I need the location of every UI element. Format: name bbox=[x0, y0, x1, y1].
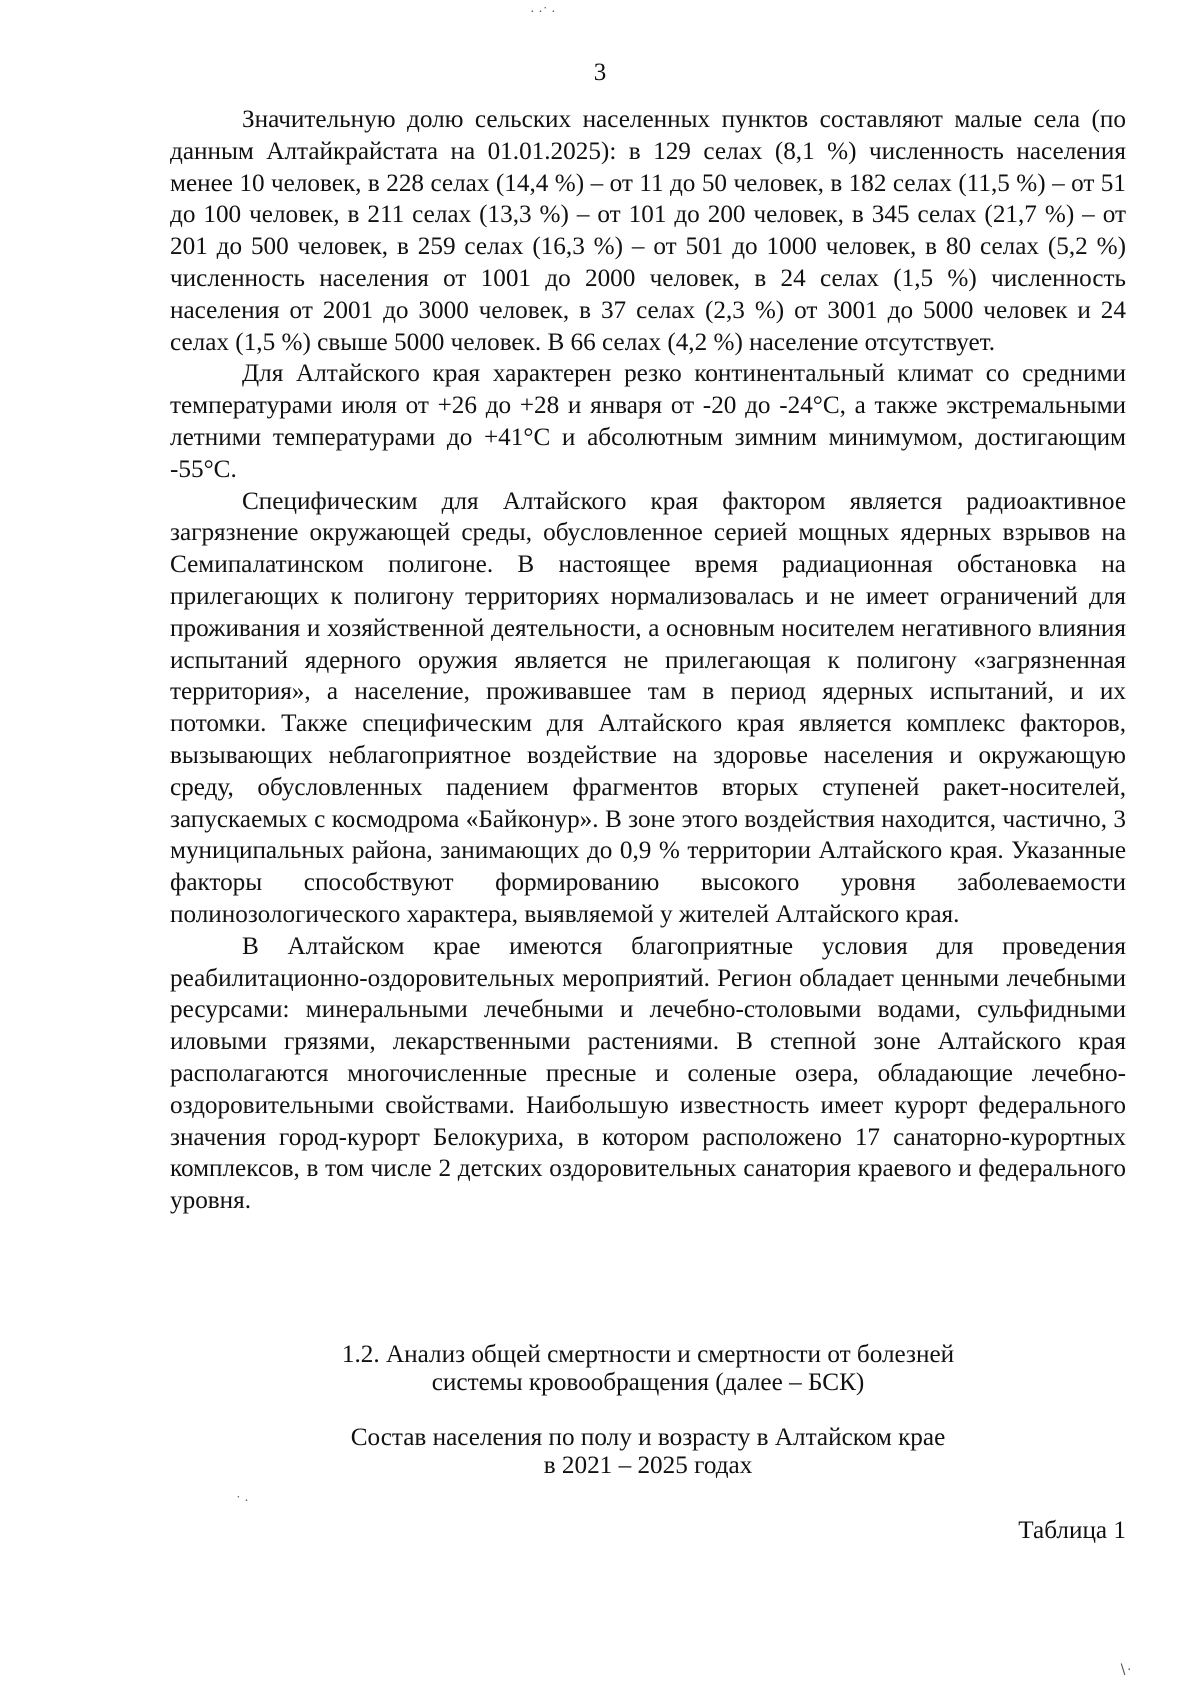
scan-speck-top: · ·˙ · bbox=[530, 5, 556, 20]
section-heading-line-1: 1.2. Анализ общей смертности и смертности от болезней bbox=[341, 1341, 955, 1368]
page-number: 3 bbox=[593, 59, 607, 86]
paragraph-radiation-factors: Специфическим для Алтайского края фактором является радиоактивное загрязнение окружающей среды, обусловленное серией мощных ядерных взрывов на Семипалатинском полигоне. В настоящее время радиационная обстановка на прилегающих к полигону территориях нормализовалась и не имеет ограничений для проживания и хозяйственной деятельности, а основным носителем негативного влияния испытаний ядерного оружия является не прилегающая к полигону «загрязненная территория», а население, проживавшее там в период ядерных испытаний, и их потомки. Также специфическим для Алтайского края является комплекс факторов, вызывающих неблагоприятное воздействие на здоровье населения и окружающую среду, обусловленных падением фрагментов вторых ступеней ракет-носителей, запускаемых с космодрома «Байконур». В зоне этого воздействия находится, частично, 3 муниципальных района, занимающих до 0,9 % территории Алтайского края. Указанные факторы способствуют формированию высокого уровня заболеваемости полинозологического характера, выявляемой у жителей Алтайского края. bbox=[170, 487, 1126, 928]
section-heading-line-2: системы кровообращения (далее – БСК) bbox=[431, 1369, 865, 1396]
paragraph-small-villages: Значительную долю сельских населенных пунктов составляют малые села (по данным Алтайкрайстата на 01.01.2025): в 129 селах (8,1 %) численность населения менее 10 человек, в 228 селах (14,4 %) – от 11 до 50 человек, в 182 селах (11,5 %) – от 51 до 100 человек, в 211 селах (13,3 %) – от 101 до 200 человек, в 345 селах (21,7 %) – от 201 до 500 человек, в 259 селах (16,3 %) – от 501 до 1000 человек, в 80 селах (5,2 %) численность населения от 1001 до 2000 человек, в 24 селах (1,5 %) численность населения от 2001 до 3000 человек, в 37 селах (2,3 %) от 3001 до 5000 человек и 24 селах (1,5 %) свыше 5000 человек. В 66 селах (4,2 %) население отсутствует. bbox=[170, 106, 1126, 356]
table-title bbox=[170, 1424, 1126, 1480]
scan-speck-bottom: ∖· bbox=[1118, 1663, 1132, 1678]
section-heading bbox=[170, 1341, 1126, 1397]
table-title-line-1: Состав населения по полу и возрасту в Алтайском крае bbox=[350, 1424, 946, 1451]
scan-speck-left: ˙ · bbox=[236, 1494, 249, 1509]
table-label: Таблица 1 bbox=[1018, 1517, 1126, 1544]
paragraph-rehabilitation-resources: В Алтайском крае имеются благоприятные условия для проведения реабилитационно-оздоровительных мероприятий. Регион обладает ценными лечебными ресурсами: минеральными лечебными и лечебно-столовыми водами, сульфидными иловыми грязями, лекарственными растениями. В степной зоне Алтайского края располагаются многочисленные пресные и соленые озера, обладающие лечебно-оздоровительными свойствами. Наибольшую известность имеет курорт федерального значения город-курорт Белокуриха, в котором расположено 17 санаторно-курортных комплексов, в том числе 2 детских оздоровительных санатория краевого и федерального уровня. bbox=[170, 932, 1126, 1215]
paragraph-climate: Для Алтайского края характерен резко континентальный климат со средними температурами июля от +26 до +28 и января от -20 до -24°С, а также экстремальными летними температурами до +41°С и абсолютным зимним минимумом, достигающим -55°С. bbox=[170, 360, 1126, 483]
table-title-line-2: в 2021 – 2025 годах bbox=[543, 1452, 753, 1479]
body-text bbox=[170, 104, 1126, 1217]
